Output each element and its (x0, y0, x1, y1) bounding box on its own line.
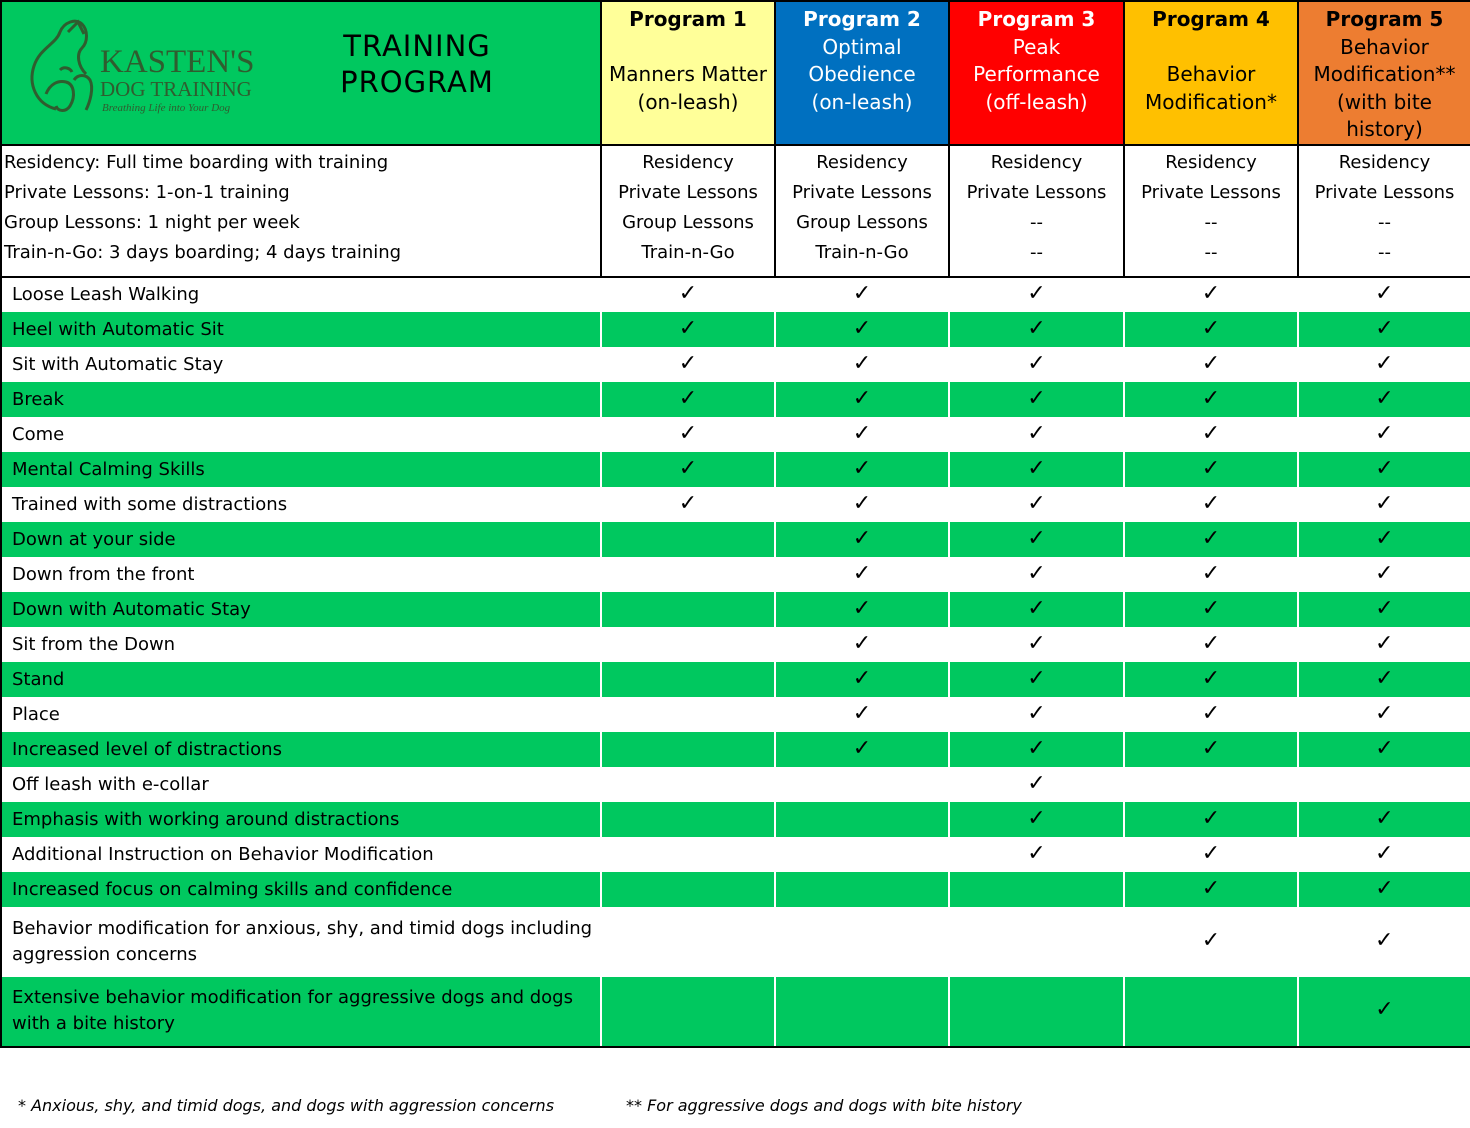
check-mark-icon: ✓ (1375, 840, 1394, 866)
check-mark-icon: ✓ (1201, 665, 1221, 691)
skill-name: Increased focus on calming skills and confidence (1, 872, 601, 907)
skills-table-body (1, 277, 1470, 1047)
program-3-check-cell (949, 837, 1124, 872)
check-mark-icon: ✓ (678, 385, 698, 411)
program-1-check-cell (601, 872, 775, 907)
lesson-type: -- (1378, 211, 1391, 233)
check-mark-icon: ✓ (678, 455, 698, 481)
lesson-type: Residency (990, 151, 1083, 173)
lesson-type: Group Lessons (796, 211, 928, 233)
lesson-type: Residency (1338, 151, 1431, 173)
program-3-check-cell (949, 802, 1124, 837)
kastens-logo (16, 14, 256, 118)
program-2-check-cell (775, 557, 949, 592)
lesson-type: Residency (816, 151, 908, 173)
check-mark-icon: ✓ (1375, 315, 1394, 341)
program-3-header (949, 1, 1124, 145)
program-1-check-cell (601, 522, 775, 557)
program-5-check-cell (1298, 312, 1470, 347)
definition-line: Residency: Full time boarding with training (4, 151, 389, 173)
program-2-lesson-types (775, 145, 949, 277)
skill-name: Additional Instruction on Behavior Modification (12, 843, 434, 865)
program-4-check-cell (1124, 382, 1298, 417)
check-mark-icon: ✓ (1201, 875, 1221, 901)
check-mark-icon: ✓ (678, 420, 698, 446)
check-mark-icon: ✓ (852, 455, 872, 481)
check-mark-icon: ✓ (1201, 490, 1221, 516)
check-mark-icon: ✓ (1027, 630, 1046, 656)
check-mark-icon: ✓ (1201, 595, 1221, 621)
check-mark-icon: ✓ (1027, 455, 1046, 481)
check-mark-icon: ✓ (852, 385, 872, 411)
check-mark-icon: ✓ (1201, 420, 1221, 446)
program-4-check-cell (1124, 802, 1298, 837)
program-5-check-cell (1298, 277, 1470, 312)
program-1-check-cell (601, 627, 775, 662)
skill-row (1, 732, 1470, 767)
check-mark-icon: ✓ (852, 735, 872, 761)
program-4-check-cell (1124, 487, 1298, 522)
check-mark-icon: ✓ (1027, 735, 1046, 761)
program-5-check-cell (1298, 802, 1470, 837)
program-title: Program 2 (803, 7, 921, 31)
lesson-type: Private Lessons (1314, 181, 1455, 203)
program-5-check-cell (1298, 732, 1470, 767)
check-mark-icon: ✓ (1201, 805, 1221, 831)
lesson-type: Group Lessons (622, 211, 754, 233)
program-2-check-cell (775, 627, 949, 662)
lesson-type: -- (1030, 211, 1043, 233)
program-4-lesson-types (1124, 145, 1298, 277)
check-mark-icon: ✓ (1375, 281, 1394, 306)
skill-row (1, 452, 1470, 487)
logo-sub: DOG TRAINING (100, 77, 252, 101)
program-2-check-cell (775, 697, 949, 732)
program-1-check-cell (601, 557, 775, 592)
skill-name: Down from the front (12, 563, 195, 585)
program-3-check-cell (949, 732, 1124, 767)
program-4-check-cell (1124, 697, 1298, 732)
check-mark-icon: ✓ (1027, 805, 1046, 831)
program-4-header (1124, 1, 1298, 145)
check-mark-icon: ✓ (852, 595, 872, 621)
check-mark-icon: ✓ (1201, 455, 1221, 481)
lesson-type: Private Lessons (1141, 181, 1281, 203)
program-4-check-cell (1124, 557, 1298, 592)
skill-row (1, 382, 1470, 417)
check-mark-icon: ✓ (1375, 385, 1394, 411)
program-4-check-cell (1124, 592, 1298, 627)
check-mark-icon: ✓ (852, 490, 872, 516)
program-title: Program 4 (1152, 7, 1270, 31)
program-3-lesson-types (949, 145, 1124, 277)
lesson-type: Private Lessons (966, 181, 1107, 203)
check-mark-icon: ✓ (1201, 735, 1221, 761)
check-mark-icon: ✓ (1027, 595, 1046, 621)
check-mark-icon: ✓ (1375, 805, 1394, 831)
program-1-check-cell (601, 837, 775, 872)
program-3-check-cell (949, 417, 1124, 452)
skill-row (1, 522, 1470, 557)
skill-name: Trained with some distractions (12, 493, 288, 515)
program-2-check-cell (775, 347, 949, 382)
logo-name: KASTEN'S (100, 44, 255, 80)
skill-row (1, 837, 1470, 872)
skill-name: Behavior modification for anxious, shy, and timid dogs including aggression concerns (12, 917, 593, 965)
skill-name: Come (12, 423, 65, 445)
program-4-check-cell (1124, 872, 1298, 907)
program-1-check-cell (601, 767, 775, 802)
program-2-check-cell (775, 487, 949, 522)
program-3-check-cell (949, 697, 1124, 732)
check-mark-icon: ✓ (1375, 735, 1394, 761)
program-title: Program 5 (1325, 7, 1444, 31)
check-mark-icon: ✓ (1201, 525, 1221, 551)
skill-name: Extensive behavior modification for aggressive dogs and dogs with a bite history (1, 977, 601, 1047)
program-4-check-cell (1124, 907, 1298, 977)
program-5-check-cell (1298, 487, 1470, 522)
program-1-lesson-types (601, 145, 775, 277)
program-desc: Optimal Obedience (on-leash) (808, 34, 916, 114)
check-mark-icon: ✓ (1375, 665, 1394, 691)
lesson-type: Private Lessons (618, 181, 758, 203)
check-mark-icon: ✓ (1375, 525, 1394, 551)
skill-name: Stand (1, 662, 601, 697)
program-2-check-cell (775, 662, 949, 697)
program-2-check-cell (775, 592, 949, 627)
program-5-check-cell (1298, 697, 1470, 732)
program-1-check-cell (601, 592, 775, 627)
program-3-check-cell (949, 557, 1124, 592)
check-mark-icon: ✓ (1201, 350, 1221, 376)
program-1-check-cell (601, 732, 775, 767)
program-3-check-cell (949, 277, 1124, 312)
check-mark-icon: ✓ (1375, 700, 1394, 726)
skill-row (1, 277, 1470, 312)
skill-name: Mental Calming Skills (1, 452, 601, 487)
program-5-check-cell (1298, 592, 1470, 627)
definition-line: Private Lessons: 1-on-1 training (4, 181, 290, 203)
program-4-check-cell (1124, 522, 1298, 557)
program-5-check-cell (1298, 347, 1470, 382)
program-2-check-cell (775, 732, 949, 767)
program-4-check-cell (1124, 767, 1298, 802)
check-mark-icon: ✓ (678, 490, 698, 516)
program-3-check-cell (949, 487, 1124, 522)
check-mark-icon: ✓ (1375, 560, 1394, 586)
logo-tagline: Breathing Life into Your Dog (102, 102, 231, 114)
check-mark-icon: ✓ (1027, 420, 1046, 446)
program-2-check-cell (775, 837, 949, 872)
skill-name: Off leash with e-collar (12, 773, 209, 795)
program-desc: Behavior Modification* (1145, 62, 1277, 114)
program-3-check-cell (949, 522, 1124, 557)
program-5-check-cell (1298, 627, 1470, 662)
program-4-check-cell (1124, 837, 1298, 872)
skill-row (1, 487, 1470, 522)
program-4-check-cell (1124, 277, 1298, 312)
check-mark-icon: ✓ (852, 525, 872, 551)
skill-row (1, 347, 1470, 382)
program-5-check-cell (1298, 907, 1470, 977)
program-5-check-cell (1298, 977, 1470, 1047)
program-1-check-cell (601, 802, 775, 837)
program-3-check-cell (949, 907, 1124, 977)
program-1-check-cell (601, 277, 775, 312)
check-mark-icon: ✓ (852, 420, 872, 446)
program-5-check-cell (1298, 767, 1470, 802)
skill-row (1, 872, 1470, 907)
program-desc: Peak Performance (off-leash) (973, 34, 1100, 114)
skill-row (1, 592, 1470, 627)
program-5-check-cell (1298, 522, 1470, 557)
skill-row (1, 662, 1470, 697)
check-mark-icon: ✓ (1201, 560, 1221, 586)
check-mark-icon: ✓ (1201, 281, 1221, 306)
check-mark-icon: ✓ (678, 315, 698, 341)
program-4-check-cell (1124, 732, 1298, 767)
program-5-lesson-types (1298, 145, 1470, 277)
program-3-check-cell (949, 347, 1124, 382)
lesson-type: -- (1030, 241, 1043, 263)
skill-row (1, 907, 1470, 977)
lesson-type: -- (1204, 241, 1218, 263)
check-mark-icon: ✓ (1201, 700, 1221, 726)
check-mark-icon: ✓ (1375, 927, 1394, 953)
skill-name: Sit from the Down (12, 633, 176, 655)
program-title: Program 3 (977, 7, 1096, 31)
lesson-type: Residency (642, 151, 734, 173)
program-3-check-cell (949, 592, 1124, 627)
check-mark-icon: ✓ (1375, 350, 1394, 376)
program-3-check-cell (949, 977, 1124, 1047)
program-2-check-cell (775, 767, 949, 802)
program-3-check-cell (949, 312, 1124, 347)
program-4-check-cell (1124, 417, 1298, 452)
check-mark-icon: ✓ (678, 350, 698, 376)
program-5-check-cell (1298, 557, 1470, 592)
program-5-check-cell (1298, 452, 1470, 487)
check-mark-icon: ✓ (1201, 385, 1221, 411)
program-2-check-cell (775, 452, 949, 487)
program-5-header (1298, 1, 1470, 145)
check-mark-icon: ✓ (1375, 997, 1394, 1022)
skill-name: Down with Automatic Stay (1, 592, 601, 627)
program-desc: Manners Matter (on-leash) (609, 62, 767, 114)
skill-name: Heel with Automatic Sit (1, 312, 601, 347)
check-mark-icon: ✓ (1375, 630, 1394, 656)
program-5-check-cell (1298, 872, 1470, 907)
check-mark-icon: ✓ (1027, 525, 1046, 551)
program-2-check-cell (775, 872, 949, 907)
lesson-type-definitions (1, 145, 601, 277)
check-mark-icon: ✓ (1027, 840, 1046, 866)
program-5-check-cell (1298, 382, 1470, 417)
program-1-check-cell (601, 697, 775, 732)
skill-row (1, 977, 1470, 1047)
lesson-type: -- (1378, 241, 1391, 263)
check-mark-icon: ✓ (1027, 665, 1046, 691)
check-mark-icon: ✓ (1027, 315, 1046, 341)
skill-row (1, 557, 1470, 592)
page-title: TRAINING PROGRAM (340, 29, 494, 99)
program-4-check-cell (1124, 977, 1298, 1047)
brand-cell (1, 1, 601, 145)
program-2-check-cell (775, 312, 949, 347)
check-mark-icon: ✓ (1375, 595, 1394, 621)
skill-row (1, 627, 1470, 662)
program-1-check-cell (601, 312, 775, 347)
lesson-type: -- (1204, 211, 1218, 233)
program-3-check-cell (949, 382, 1124, 417)
check-mark-icon: ✓ (678, 281, 698, 306)
check-mark-icon: ✓ (852, 560, 872, 586)
program-2-check-cell (775, 277, 949, 312)
check-mark-icon: ✓ (852, 665, 872, 691)
program-2-check-cell (775, 907, 949, 977)
program-2-check-cell (775, 382, 949, 417)
lesson-type: Train-n-Go (815, 241, 909, 263)
program-4-check-cell (1124, 312, 1298, 347)
check-mark-icon: ✓ (1027, 385, 1046, 411)
program-3-check-cell (949, 627, 1124, 662)
program-3-check-cell (949, 452, 1124, 487)
program-5-check-cell (1298, 837, 1470, 872)
program-1-check-cell (601, 382, 775, 417)
definition-line: Group Lessons: 1 night per week (4, 211, 300, 233)
check-mark-icon: ✓ (1375, 490, 1394, 516)
program-2-check-cell (775, 417, 949, 452)
program-1-check-cell (601, 347, 775, 382)
check-mark-icon: ✓ (1375, 875, 1394, 901)
lesson-type: Residency (1165, 151, 1257, 173)
footnote-double-asterisk: ** For aggressive dogs and dogs with bite history (626, 1096, 1022, 1115)
check-mark-icon: ✓ (852, 630, 872, 656)
lesson-type: Train-n-Go (641, 241, 735, 263)
check-mark-icon: ✓ (1375, 455, 1394, 481)
check-mark-icon: ✓ (1201, 840, 1221, 866)
check-mark-icon: ✓ (1201, 927, 1221, 953)
program-4-check-cell (1124, 662, 1298, 697)
skill-row (1, 802, 1470, 837)
program-4-check-cell (1124, 627, 1298, 662)
check-mark-icon: ✓ (1027, 281, 1046, 306)
program-4-check-cell (1124, 347, 1298, 382)
skill-name: Break (1, 382, 601, 417)
skill-row (1, 767, 1470, 802)
header-row (1, 1, 1470, 145)
skill-name: Down at your side (1, 522, 601, 557)
check-mark-icon: ✓ (1027, 350, 1046, 376)
skill-name: Increased level of distractions (1, 732, 601, 767)
program-3-check-cell (949, 662, 1124, 697)
lesson-types-row (1, 145, 1470, 277)
program-title: Program 1 (629, 7, 747, 31)
program-5-check-cell (1298, 662, 1470, 697)
check-mark-icon: ✓ (852, 315, 872, 341)
check-mark-icon: ✓ (1027, 490, 1046, 516)
check-mark-icon: ✓ (852, 350, 872, 376)
check-mark-icon: ✓ (1027, 560, 1046, 586)
check-mark-icon: ✓ (852, 700, 872, 726)
program-3-check-cell (949, 767, 1124, 802)
program-4-check-cell (1124, 452, 1298, 487)
skill-name: Place (12, 703, 60, 725)
check-mark-icon: ✓ (1027, 700, 1046, 726)
program-1-header (601, 1, 775, 145)
check-mark-icon: ✓ (1201, 630, 1221, 656)
program-1-check-cell (601, 487, 775, 522)
program-1-check-cell (601, 417, 775, 452)
program-1-check-cell (601, 452, 775, 487)
check-mark-icon: ✓ (1201, 315, 1221, 341)
check-mark-icon: ✓ (1375, 420, 1394, 446)
program-2-check-cell (775, 802, 949, 837)
definition-line: Train-n-Go: 3 days boarding; 4 days training (4, 241, 402, 263)
check-mark-icon: ✓ (852, 281, 872, 306)
skill-name: Sit with Automatic Stay (12, 353, 224, 375)
program-2-check-cell (775, 522, 949, 557)
check-mark-icon: ✓ (1027, 770, 1046, 796)
program-1-check-cell (601, 662, 775, 697)
skill-name: Loose Leash Walking (12, 284, 200, 305)
lesson-type: Private Lessons (792, 181, 932, 203)
footnote-single-asterisk: * Anxious, shy, and timid dogs, and dogs with aggression concerns (18, 1096, 555, 1115)
skill-row (1, 312, 1470, 347)
program-5-check-cell (1298, 417, 1470, 452)
program-1-check-cell (601, 907, 775, 977)
program-1-check-cell (601, 977, 775, 1047)
program-desc: Behavior Modification** (with bite history) (1313, 34, 1456, 141)
skill-name: Emphasis with working around distractions (1, 802, 601, 837)
program-2-header (775, 1, 949, 145)
skill-row (1, 417, 1470, 452)
skill-row (1, 697, 1470, 732)
program-2-check-cell (775, 977, 949, 1047)
program-3-check-cell (949, 872, 1124, 907)
